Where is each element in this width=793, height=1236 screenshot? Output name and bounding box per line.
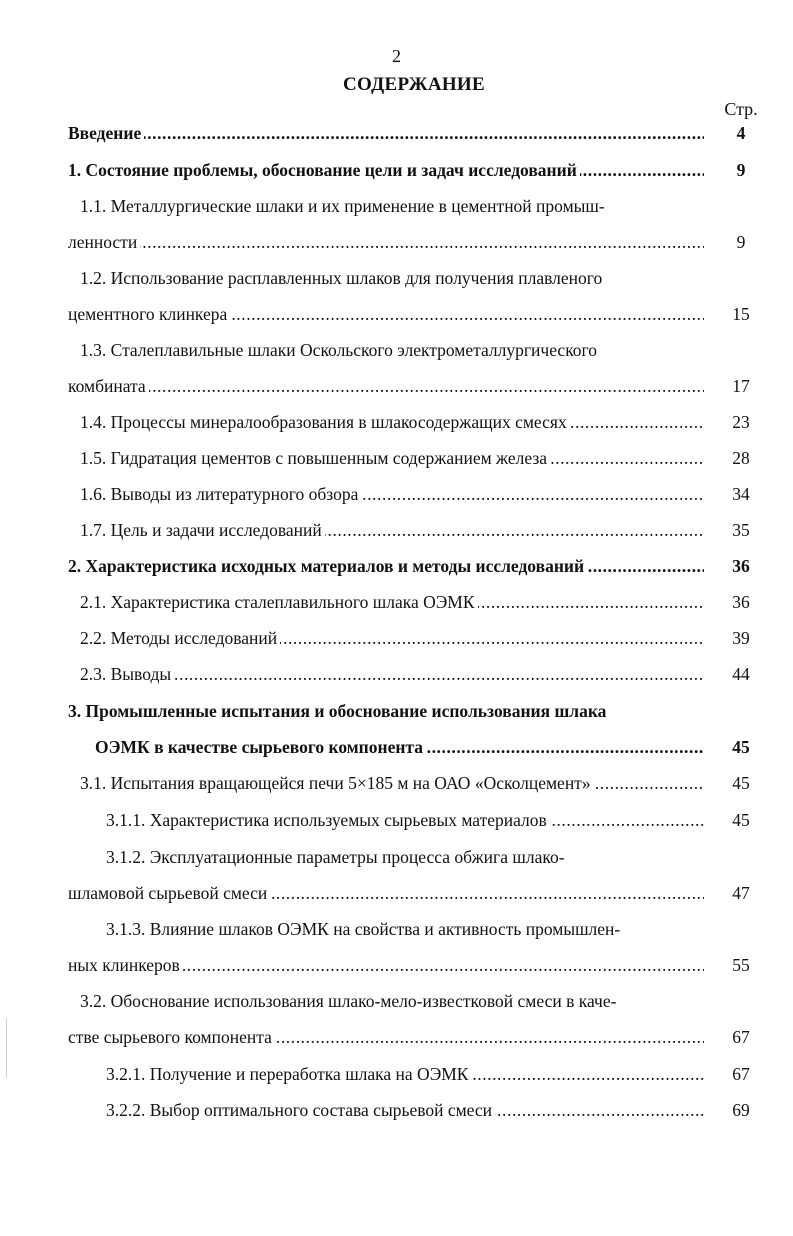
- toc-entry-text: ных клинкеров: [68, 955, 183, 975]
- toc-entry-1-2-line-2: [68, 301, 704, 327]
- toc-entry-page: 9: [736, 160, 746, 180]
- toc-entry-page: 45: [732, 773, 750, 793]
- toc-entry-text: цементного клинкера: [68, 304, 230, 324]
- toc-entry-chapter-3-line-1: [68, 698, 704, 724]
- toc-entry-text: 2.2. Методы исследований: [80, 628, 280, 648]
- toc-entry-page: 69: [732, 1100, 750, 1120]
- toc-entry-text: стве сырьевого компонента: [68, 1027, 275, 1047]
- toc-entry-3-1-2-line-1: [106, 844, 704, 870]
- toc-entry-1-3-line-2: [68, 373, 704, 399]
- page-title: СОДЕРЖАНИЕ: [343, 74, 485, 95]
- toc-entry-1-4: [80, 409, 704, 435]
- toc-entry-page: 28: [732, 448, 750, 468]
- toc-entry-introduction: [68, 120, 704, 146]
- toc-entry-3-1: [80, 770, 704, 796]
- toc-entry-text: ОЭМК в качестве сырьевого компонента: [95, 737, 426, 757]
- toc-entry-text: 3.1.1. Характеристика используемых сырьевых материалов: [106, 810, 550, 830]
- toc-entry-1-7: [80, 517, 704, 543]
- toc-entry-page: 17: [732, 376, 750, 396]
- toc-entry-page: 9: [736, 232, 746, 252]
- toc-entry-page: 36: [732, 592, 750, 612]
- toc-entry-text: 1.5. Гидратация цементов с повышенным содержанием железа: [80, 448, 550, 468]
- toc-entry-text: ленности: [68, 232, 140, 252]
- toc-entry-text: 3.1.2. Эксплуатационные параметры процесса обжига шлако-: [106, 847, 568, 867]
- toc-entry-text: 2. Характеристика исходных материалов и методы исследований: [68, 556, 587, 576]
- toc-entry-text: Введение: [68, 123, 144, 143]
- toc-entry-page: 55: [732, 955, 750, 975]
- toc-entry-3-2-2: [106, 1097, 704, 1123]
- toc-entry-text: 1.2. Использование расплавленных шлаков для получения плавленого: [80, 268, 605, 288]
- toc-entry-text: 1.1. Металлургические шлаки и их применение в цементной промыш-: [80, 196, 608, 216]
- toc-entry-text: 1.4. Процессы минералообразования в шлакосодержащих смесях: [80, 412, 570, 432]
- toc-entry-page: 44: [732, 664, 750, 684]
- toc-entry-text: 3.2.1. Получение и переработка шлака на ОЭМК: [106, 1064, 471, 1084]
- toc-entry-2-2: [80, 625, 704, 651]
- toc-entry-page: 39: [732, 628, 750, 648]
- toc-entry-page: 15: [732, 304, 750, 324]
- toc-entry-2-3: [80, 661, 704, 687]
- toc-entry-text: 3.2.2. Выбор оптимального состава сырьевой смеси: [106, 1100, 495, 1120]
- toc-entry-3-2-1: [106, 1061, 704, 1087]
- toc-entry-chapter-3-line-2: [95, 734, 704, 760]
- toc-entry-1-1-line-1: [80, 193, 704, 219]
- toc-entry-1-2-line-1: [80, 265, 704, 291]
- toc-entry-2-1: [80, 589, 704, 615]
- toc-entry-text: 2.1. Характеристика сталеплавильного шлака ОЭМК: [80, 592, 478, 612]
- toc-entry-text: 3.1.3. Влияние шлаков ОЭМК на свойства и активность промышлен-: [106, 919, 623, 939]
- toc-entry-text: 1.6. Выводы из литературного обзора: [80, 484, 361, 504]
- toc-entry-3-2-line-1: [80, 988, 704, 1014]
- toc-entry-3-2-line-2: [68, 1024, 704, 1050]
- toc-entry-page: 34: [732, 484, 750, 504]
- page-column-header: Стр.: [724, 99, 758, 119]
- toc-entry-chapter-2: [68, 553, 704, 579]
- toc-entry-text: 1.3. Сталеплавильные шлаки Оскольского электрометаллургического: [80, 340, 600, 360]
- toc-entry-page: 35: [732, 520, 750, 540]
- toc-entry-3-1-3-line-2: [68, 952, 704, 978]
- toc-entry-text: 2.3. Выводы: [80, 664, 174, 684]
- toc-entry-3-1-3-line-1: [106, 916, 704, 942]
- toc-entry-text: 1.7. Цель и задачи исследований: [80, 520, 325, 540]
- toc-entry-page: 67: [732, 1064, 750, 1084]
- toc-entry-text: 1. Состояние проблемы, обоснование цели и задач исследований: [68, 160, 580, 180]
- toc-entry-page: 36: [732, 556, 750, 576]
- toc-entry-1-1-line-2: [68, 229, 704, 255]
- toc-entry-page: 47: [732, 883, 750, 903]
- toc-entry-3-1-1: [106, 807, 704, 833]
- page-number: 2: [392, 46, 401, 66]
- toc-entry-page: 45: [732, 810, 750, 830]
- scan-artifact: [6, 1018, 7, 1078]
- toc-entry-chapter-1: [68, 157, 704, 183]
- toc-entry-1-6: [80, 481, 704, 507]
- toc-entry-text: 3. Промышленные испытания и обоснование использования шлака: [68, 701, 609, 721]
- toc-entry-page: 4: [736, 123, 746, 143]
- toc-entry-page: 67: [732, 1027, 750, 1047]
- toc-entry-1-5: [80, 445, 704, 471]
- toc-entry-text: 3.2. Обоснование использования шлако-мело-известковой смеси в каче-: [80, 991, 619, 1011]
- toc-entry-3-1-2-line-2: [68, 880, 704, 906]
- toc-entry-page: 23: [732, 412, 750, 432]
- toc-entry-page: 45: [732, 737, 750, 757]
- toc-entry-1-3-line-1: [80, 337, 704, 363]
- toc-entry-text: комбината: [68, 376, 149, 396]
- toc-entry-text: шламовой сырьевой смеси: [68, 883, 270, 903]
- toc-entry-text: 3.1. Испытания вращающейся печи 5×185 м на ОАО «Осколцемент»: [80, 773, 594, 793]
